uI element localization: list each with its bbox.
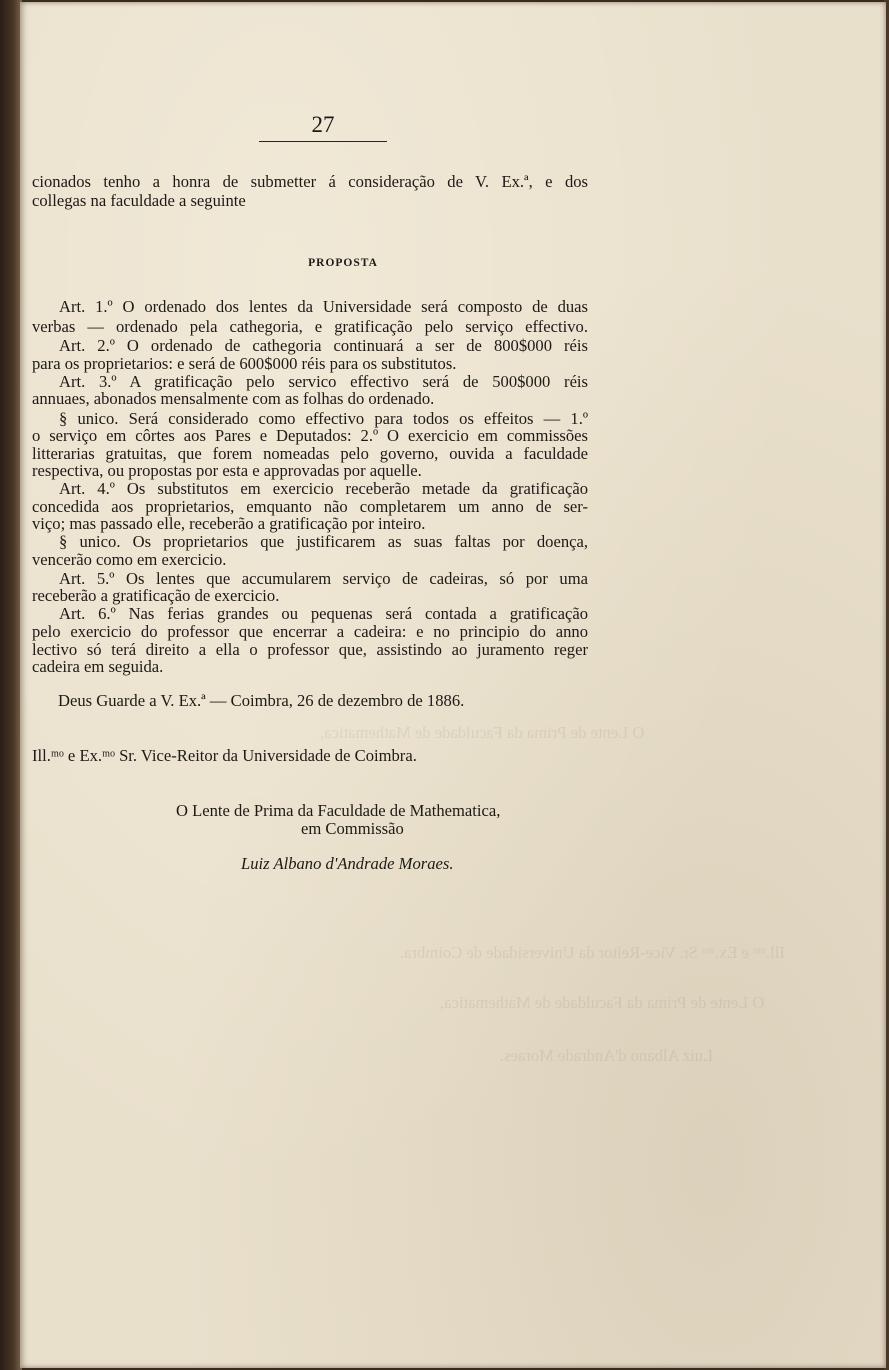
reverse-side-bleed: O Lente de Prima da Faculdade de Mathematica, (440, 992, 765, 1012)
article-line: viço; mas passado elle, receberão a gratificação por inteiro. (32, 514, 426, 533)
article-line: cadeira em seguida. (32, 657, 164, 676)
closing-line: Deus Guarde a V. Ex.ª — Coimbra, 26 de dezembro de 1886. (58, 691, 465, 710)
article-line: Art. 5.º Os lentes que accumularem serviço de cadeiras, só por uma (59, 569, 588, 588)
article-line: Art. 2.º O ordenado de cathegoria continuará a ser de 800$000 réis (59, 336, 588, 355)
page-number: 27 (311, 112, 335, 137)
intro-line-1: cionados tenho a honra de submetter á consideração de V. Ex.ª, e dos (32, 172, 588, 191)
article-line: verbas — ordenado pela cathegoria, e gratificação pelo serviço effectivo. (32, 317, 588, 336)
article-line: pelo exercicio do professor que encerrar a cadeira: e no principio do anno (32, 622, 588, 641)
reverse-side-bleed: Luiz Albano d'Andrade Moraes. (500, 1045, 714, 1065)
article-line: Art. 6.º Nas ferias grandes ou pequenas será contada a gratificação (59, 604, 588, 623)
article-line: para os proprietarios: e será de 600$000 réis para os substitutos. (32, 354, 457, 373)
article-line: receberão a gratificação de exercicio. (32, 586, 280, 605)
article-line: o serviço em côrtes aos Pares e Deputados: 2.º O exercicio em commissões (32, 426, 588, 445)
proposal-heading: PROPOSTA (308, 257, 378, 269)
addressee-line: Ill.ᵐᵒ e Ex.ᵐᵒ Sr. Vice-Reitor da Universidade de Coimbra. (32, 746, 417, 765)
reverse-side-bleed: O Lente de Prima da Faculdade de Mathematica, (320, 722, 645, 742)
reverse-side-bleed: Ill.ᵐᵒ e Ex.ᵐᵒ Sr. Vice-Reitor da Universidade de Coimbra. (400, 942, 785, 962)
signature-title-1: O Lente de Prima da Faculdade de Mathematica, (176, 801, 501, 820)
document-page (20, 2, 886, 1368)
article-line: Art. 3.º A gratificação pelo servico effectivo será de 500$000 réis (59, 372, 588, 391)
article-line: respectiva, ou propostas por esta e approvadas por aquelle. (32, 461, 422, 480)
article-line: § unico. Será considerado como effectivo para todos os effeitos — 1.º (59, 409, 588, 428)
intro-line-2: collegas na faculdade a seguinte (32, 191, 246, 210)
article-line: lectivo só terá direito a ella o professor que, assistindo ao juramento reger (32, 640, 588, 659)
article-line: vencerão como em exercicio. (32, 550, 227, 569)
signature-name: Luiz Albano d'Andrade Moraes. (241, 854, 454, 873)
book-spine-edge (0, 0, 22, 1370)
article-line: concedida aos proprietarios, emquanto não completarem um anno de ser- (32, 497, 588, 516)
article-line: § unico. Os proprietarios que justificarem as suas faltas por doença, (59, 532, 588, 551)
article-line: annuaes, abonados mensalmente com as folhas do ordenado. (32, 389, 435, 408)
signature-title-2: em Commissão (301, 819, 404, 838)
page-number-rule (259, 141, 387, 142)
article-line: Art. 1.º O ordenado dos lentes da Universidade será composto de duas (59, 297, 588, 316)
article-line: litterarias gratuitas, que forem nomeadas pelo governo, ouvida a faculdade (32, 444, 588, 463)
article-line: Art. 4.º Os substitutos em exercicio receberão metade da gratificação (59, 479, 588, 498)
